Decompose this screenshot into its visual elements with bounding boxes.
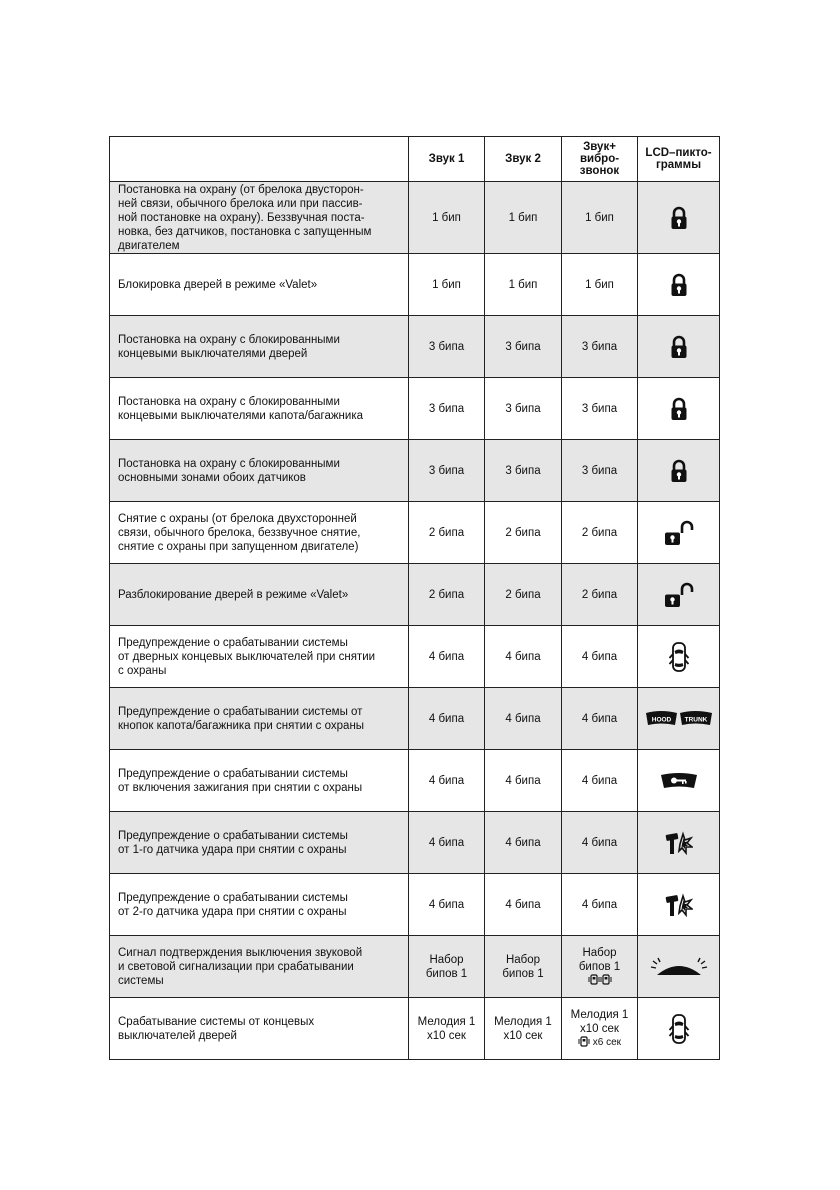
row-s1-value: 3 бипа: [409, 440, 485, 502]
row-s1-value: 2 бипа: [409, 564, 485, 626]
table-row: [110, 182, 720, 254]
row-s2-value: Набор бипов 1: [485, 936, 562, 998]
lock-open-icon: [638, 564, 720, 626]
lock-closed-icon: [638, 378, 720, 440]
ignition-key-icon: [638, 750, 720, 812]
row-s2-value: 2 бипа: [485, 502, 562, 564]
row-s2-value: 2 бипа: [485, 564, 562, 626]
header-sound-2: Звук 2: [485, 137, 562, 182]
table-row: [110, 502, 720, 564]
row-description: Предупреждение о срабатывании системы от кнопок капота/багажника при снятии с охраны: [110, 688, 409, 750]
car-doors-icon: [638, 998, 720, 1060]
table-row: [110, 254, 720, 316]
row-s2-value: 3 бипа: [485, 316, 562, 378]
row-description: Блокировка дверей в режиме «Valet»: [110, 254, 409, 316]
row-s3-value: 4 бипа: [562, 874, 638, 936]
header-sound-1: Звук 1: [409, 137, 485, 182]
row-s2-value: 3 бипа: [485, 440, 562, 502]
row-description: Сигнал подтверждения выключения звуковой и световой сигнализации при срабатывании системы: [110, 936, 409, 998]
row-s3-value: 3 бипа: [562, 440, 638, 502]
table-row: [110, 626, 720, 688]
row-s1-value: 1 бип: [409, 182, 485, 254]
row-s1-value: Набор бипов 1: [409, 936, 485, 998]
row-s1-value: 1 бип: [409, 254, 485, 316]
row-s2-value: 1 бип: [485, 182, 562, 254]
car-doors-icon: [638, 626, 720, 688]
header-sound-vibro-line3: звонок: [579, 165, 620, 177]
row-s1-value: 3 бипа: [409, 378, 485, 440]
svg-text:TRUNK: TRUNK: [684, 716, 707, 723]
row-description: Разблокирование дверей в режиме «Valet»: [110, 564, 409, 626]
car-lights-icon: [638, 936, 720, 998]
header-description: [110, 137, 409, 182]
row-s2-value: 4 бипа: [485, 874, 562, 936]
table-row: [110, 316, 720, 378]
row-s2-value: Мелодия 1 х10 сек: [485, 998, 562, 1060]
row-s2-value: 4 бипа: [485, 626, 562, 688]
table-header-row: [110, 137, 720, 182]
lock-closed-icon: [638, 182, 720, 254]
row-s2-value: 4 бипа: [485, 688, 562, 750]
row-description: Предупреждение о срабатывании системы от включения зажигания при снятии с охраны: [110, 750, 409, 812]
table-row: [110, 936, 720, 998]
header-sound-vibro-line2: вибро-: [579, 153, 620, 165]
row-s1-value: 4 бипа: [409, 750, 485, 812]
svg-text:HOOD: HOOD: [651, 716, 671, 723]
row-s3-value: 3 бипа: [562, 378, 638, 440]
table-row: [110, 378, 720, 440]
row-description: Предупреждение о срабатывании системы от 2-го датчика удара при снятии с охраны: [110, 874, 409, 936]
vibro-icon: [562, 974, 637, 988]
table-row: [110, 812, 720, 874]
row-description: Снятие с охраны (от брелока двухсторонней связи, обычного брелока, беззвучное снятие, снятие с охраны при запущенном двигателе): [110, 502, 409, 564]
row-s3-value: 4 бипа: [562, 750, 638, 812]
lock-closed-icon: [638, 254, 720, 316]
table-row: [110, 750, 720, 812]
shock-sensor-icon: [638, 812, 720, 874]
table-row: [110, 874, 720, 936]
row-s3-value: Набор бипов 1: [562, 936, 638, 998]
lock-closed-icon: [638, 316, 720, 378]
row-description: Постановка на охрану с блокированными основными зонами обоих датчиков: [110, 440, 409, 502]
row-description: Предупреждение о срабатывании системы от 1-го датчика удара при снятии с охраны: [110, 812, 409, 874]
lock-closed-icon: [638, 440, 720, 502]
row-description: Срабатывание системы от концевых выключателей дверей: [110, 998, 409, 1060]
header-lcd-line2: граммы: [655, 159, 702, 171]
row-s1-value: 4 бипа: [409, 688, 485, 750]
row-s3-value: 1 бип: [562, 182, 638, 254]
table-row: [110, 998, 720, 1060]
row-s2-value: 4 бипа: [485, 812, 562, 874]
table-row: [110, 440, 720, 502]
row-s3-value: 2 бипа: [562, 502, 638, 564]
row-s1-value: 4 бипа: [409, 626, 485, 688]
row-s3-value: 3 бипа: [562, 316, 638, 378]
row-s2-value: 3 бипа: [485, 378, 562, 440]
row-description: Постановка на охрану (от брелока двусторон- ней связи, обычного брелока или при пассив- ной постановке на охрану). Беззвучная поста- новка, без датчиков, постановка с запущенным двигателем: [110, 182, 409, 254]
row-description: Постановка на охрану с блокированными концевыми выключателями капота/багажника: [110, 378, 409, 440]
row-description: Предупреждение о срабатывании системы от дверных концевых выключателей при снятии с охраны: [110, 626, 409, 688]
vibro-duration: х6 сек: [562, 1036, 637, 1050]
row-description: Постановка на охрану с блокированными концевыми выключателями дверей: [110, 316, 409, 378]
row-s3-value: 4 бипа: [562, 626, 638, 688]
table-row: [110, 688, 720, 750]
lock-open-icon: [638, 502, 720, 564]
row-s3-value: 1 бип: [562, 254, 638, 316]
header-sound-vibro-line1: Звук+: [583, 141, 616, 153]
row-s2-value: 4 бипа: [485, 750, 562, 812]
row-s3-value: 4 бипа: [562, 812, 638, 874]
row-s1-value: 4 бипа: [409, 874, 485, 936]
header-lcd-icons: [638, 137, 720, 182]
hood-trunk-icon: [638, 688, 720, 750]
shock-sensor-icon: [638, 874, 720, 936]
table-row: [110, 564, 720, 626]
row-s2-value: 1 бип: [485, 254, 562, 316]
row-s1-value: Мелодия 1 х10 сек: [409, 998, 485, 1060]
row-s3-value: 2 бипа: [562, 564, 638, 626]
row-s1-value: 4 бипа: [409, 812, 485, 874]
row-s1-value: 2 бипа: [409, 502, 485, 564]
header-lcd-line1: LCD–пикто-: [645, 147, 712, 159]
header-sound-vibro: [562, 137, 638, 182]
row-s3-value: 4 бипа: [562, 688, 638, 750]
row-s3-value: Мелодия 1 х10 сек х6 сек: [562, 998, 638, 1060]
row-s1-value: 3 бипа: [409, 316, 485, 378]
signals-table: [109, 136, 720, 1060]
